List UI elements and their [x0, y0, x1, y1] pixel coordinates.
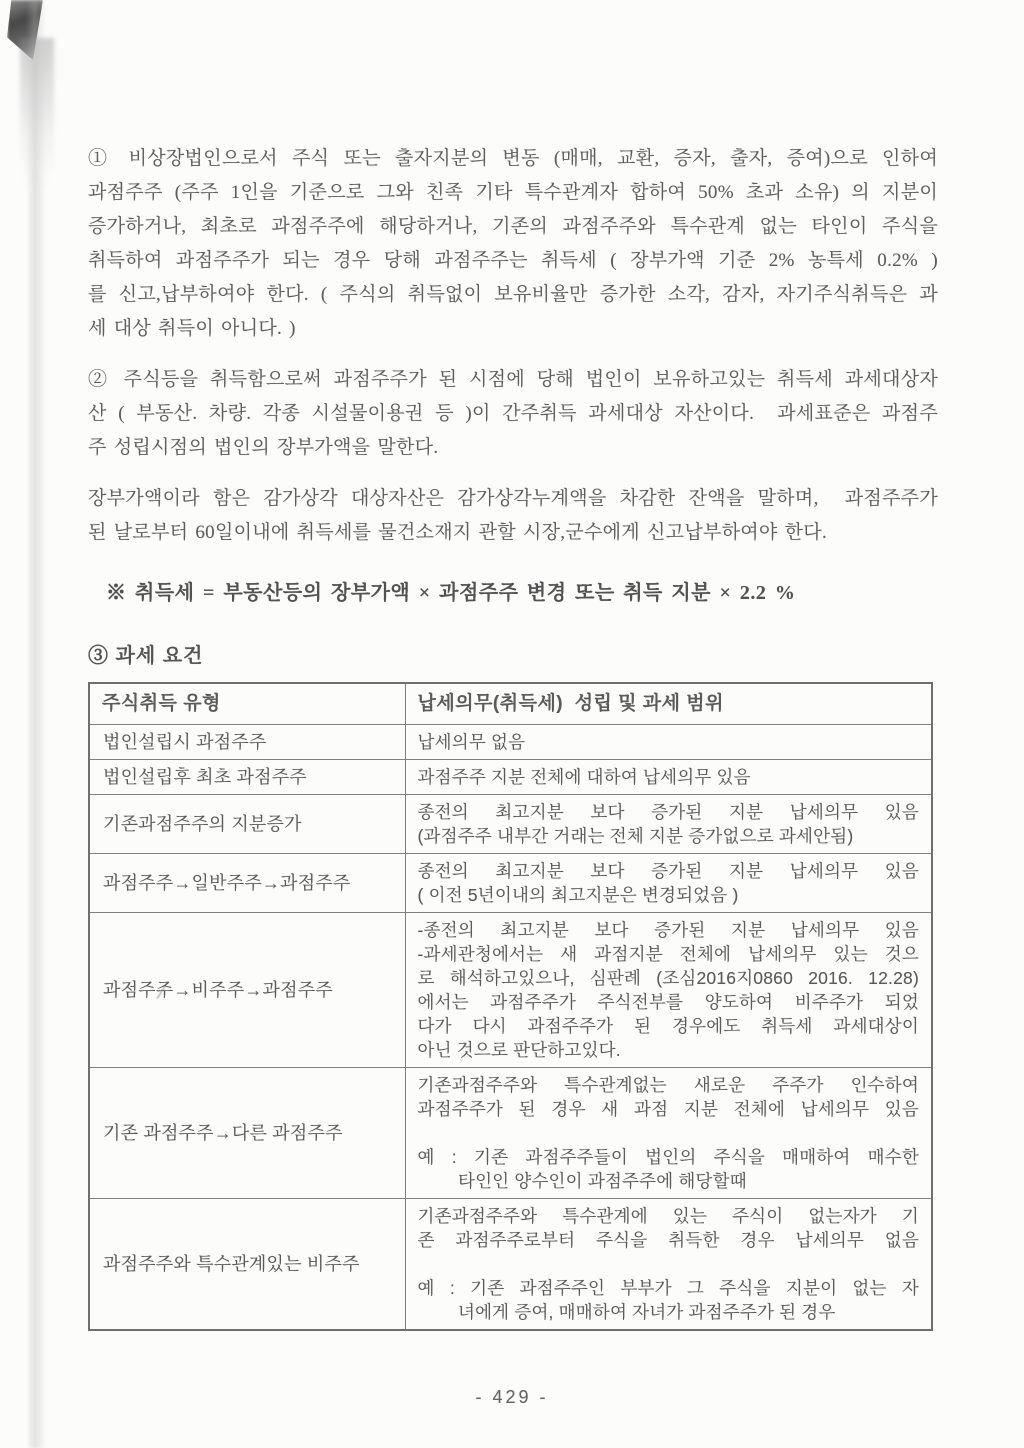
acquisition-type-cell: 기존과점주주의 지분증가: [89, 795, 405, 854]
paragraph-2-deemed-acquisition: [88, 363, 938, 465]
table-row: [89, 725, 932, 760]
cell-line: 로 해석하고있으나, 심판례 (조심2016지0860 2016. 12.28): [417, 968, 919, 988]
table-row: [89, 913, 932, 1068]
paragraph-line: 취득하여 과점주주가 되는 경우 당해 과점주주는 취득세 ( 장부가액 기준 2% 농특세 0.2% ): [88, 250, 938, 271]
tax-liability-cell: [405, 1068, 932, 1199]
page-number: - 429 -: [475, 1387, 549, 1407]
paragraph-line: 장부가액이라 함은 감가상각 대상자산은 감가상각누계액을 차감한 잔액을 말하며, 과점주주가: [88, 488, 938, 509]
cell-line: 타인인 양수인이 과점주주에 해당할때: [417, 1171, 747, 1191]
paragraph-line: 과점주주 (주주 1인을 기준으로 그와 친족 기타 특수관계자 합하여 50% 초과 소유) 의 지분이: [88, 182, 938, 203]
cell-line: 기존과점주주와 특수관계에 있는 주식이 없는자가 기: [417, 1206, 919, 1226]
table-row: [89, 1068, 932, 1199]
paragraph-1-unlisted-corporation: [88, 142, 938, 346]
taxation-requirements-table: [88, 682, 933, 1331]
cell-line: [418, 1121, 920, 1145]
cell-line: 아닌 것으로 판단하고있다.: [417, 1040, 621, 1060]
cell-line: 기존과점주주와 특수관계없는 새로운 주주가 인수하여: [417, 1075, 919, 1095]
acquisition-type-cell: 과점주주→비주주→과점주주: [89, 913, 405, 1068]
paragraph-line: ① 비상장법인으로서 주식 또는 출자지분의 변동 (매매, 교환, 증자, 출자, 증여)으로 인하여: [88, 148, 938, 169]
table-row: [89, 760, 932, 795]
cell-line: -종전의 최고지분 보다 증가된 지분 납세의무 있음: [417, 920, 919, 940]
cell-line: 다가 다시 과점주주가 된 경우에도 취득세 과세대상이: [417, 1016, 919, 1036]
cell-line: (과점주주 내부간 거래는 전체 지분 증가없으로 과세안됨): [417, 826, 854, 846]
table-header-row: [89, 683, 932, 725]
cell-line: 예 : 기존 과점주주인 부부가 그 주식을 지분이 없는 자: [417, 1278, 919, 1298]
acquisition-type-cell: 법인설립시 과점주주: [89, 725, 405, 760]
table-body: [89, 725, 932, 1331]
paragraph-line: ② 주식등을 취득함으로써 과점주주가 된 시점에 당해 법인이 보유하고있는 취득세 과세대상자: [88, 369, 938, 390]
cell-line: 녀에게 증여, 매매하여 자녀가 과점주주가 된 경우: [417, 1302, 836, 1322]
paragraph-line: 된 날로부터 60일이내에 취득세를 물건소재지 관할 시장,군수에게 신고납부하여야 한다.: [88, 522, 827, 543]
acquisition-type-cell: 과점주주→일반주주→과점주주: [89, 854, 405, 913]
cell-line: 과점주주가 된 경우 새 과점 지분 전체에 납세의무 있음: [417, 1099, 919, 1119]
table-row: [89, 795, 932, 854]
paragraph-3-book-value: [88, 482, 938, 550]
tax-liability-cell: [405, 760, 932, 795]
acquisition-type-cell: 기존 과점주주→다른 과점주주: [89, 1068, 405, 1199]
paragraph-line: 를 신고,납부하여야 한다. ( 주식의 취득없이 보유비율만 증가한 소각, 감자, 자기주식취득은 과: [88, 284, 938, 305]
paragraph-line: 산 ( 부동산. 차량. 각종 시설물이용권 등 )이 간주취득 과세대상 자산이다. 과세표준은 과점주: [88, 403, 938, 424]
acquisition-tax-formula: ※ 취득세 = 부동산등의 장부가액 × 과점주주 변경 또는 취득 지분 × 2.2 %: [106, 582, 796, 604]
column-header-stock-acquisition-type: 주식취득 유형: [89, 683, 405, 725]
cell-line: 과점주주 지분 전체에 대하여 납세의무 있음: [417, 767, 751, 787]
tax-liability-cell: [405, 795, 932, 854]
cell-line: 존 과점주주로부터 주식을 취득한 경우 납세의무 없음: [417, 1230, 919, 1250]
page-content: [88, 142, 938, 1331]
cell-line: ( 이전 5년이내의 최고지분은 변경되었음 ): [417, 885, 739, 905]
tax-liability-cell: [405, 854, 932, 913]
cell-line: 종전의 최고지분 보다 증가된 지분 납세의무 있음: [417, 802, 919, 822]
tax-liability-cell: [405, 725, 932, 760]
tax-liability-cell: [405, 1199, 932, 1331]
paragraph-line: 증가하거나, 최초로 과점주주에 해당하거나, 기존의 과점주주와 특수관계 없는 타인이 주식을: [88, 216, 938, 237]
paragraph-line: 세 대상 취득이 아니다. ): [88, 318, 296, 339]
column-header-tax-liability-scope: 납세의무(취득세) 성립 및 과세 범위: [405, 683, 932, 725]
acquisition-type-cell: 과점주주와 특수관계있는 비주주: [89, 1199, 405, 1331]
cell-line: -과세관청에서는 새 과점지분 전체에 납세의무 있는 것으: [417, 944, 919, 964]
table-row: [89, 854, 932, 913]
acquisition-type-cell: 법인설립후 최초 과점주주: [89, 760, 405, 795]
scan-artifact-left-band: [26, 0, 46, 1448]
cell-line: 종전의 최고지분 보다 증가된 지분 납세의무 있음: [417, 861, 919, 881]
tax-liability-cell: [405, 913, 932, 1068]
table-row: [89, 1199, 932, 1331]
cell-line: 에서는 과점주주가 주식전부를 양도하여 비주주가 되었: [417, 992, 919, 1012]
cell-line: 납세의무 없음: [417, 732, 526, 752]
section-3-title: ③ 과세 요건: [88, 645, 204, 667]
cell-line: 예 : 기존 과점주주들이 법인의 주식을 매매하여 매수한: [417, 1147, 919, 1167]
paragraph-line: 주 성립시점의 법인의 장부가액을 말한다.: [88, 437, 439, 458]
cell-line: [418, 1252, 920, 1276]
